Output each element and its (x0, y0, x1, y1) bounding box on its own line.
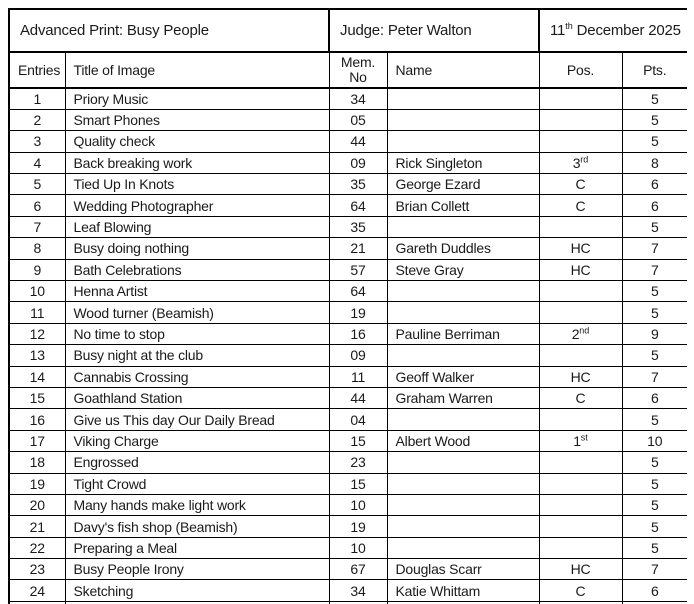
entry-number-cell: 9 (9, 259, 65, 280)
author-name-cell (387, 109, 539, 130)
entry-number-cell: 23 (9, 559, 65, 580)
position-value: C (575, 582, 586, 599)
points-cell: 6 (622, 580, 687, 601)
image-title-cell: Cannabis Crossing (65, 366, 329, 387)
image-title-cell: Priory Music (65, 88, 329, 109)
member-no-cell: 67 (329, 559, 387, 580)
entry-number-cell: 13 (9, 345, 65, 366)
image-title-cell: Busy night at the club (65, 345, 329, 366)
position-cell (539, 559, 622, 580)
position-value: HC (570, 240, 591, 257)
position-cell (539, 238, 622, 259)
column-header-row (9, 52, 687, 88)
entry-number-cell: 1 (9, 88, 65, 109)
position-value: HC (570, 368, 591, 385)
col-header-title: Title of Image (65, 52, 329, 88)
points-cell: 6 (622, 195, 687, 216)
points-cell: 5 (622, 516, 687, 537)
points-cell: 10 (622, 430, 687, 451)
image-title-cell: Henna Artist (65, 281, 329, 302)
entry-number-cell: 3 (9, 131, 65, 152)
table-row (9, 516, 687, 537)
member-no-cell: 11 (329, 366, 387, 387)
table-row (9, 195, 687, 216)
author-name-cell (387, 131, 539, 152)
entry-number-cell: 21 (9, 516, 65, 537)
position-value: HC (570, 561, 591, 578)
header-band (9, 9, 687, 52)
position-cell (539, 216, 622, 237)
member-no-cell: 10 (329, 537, 387, 558)
points-cell: 5 (622, 216, 687, 237)
author-name-cell (387, 281, 539, 302)
table-row (9, 430, 687, 451)
points-cell: 8 (622, 152, 687, 173)
table-row (9, 302, 687, 323)
image-title-cell: Viking Charge (65, 430, 329, 451)
position-cell (539, 109, 622, 130)
entry-number-cell: 16 (9, 409, 65, 430)
author-name-cell (387, 216, 539, 237)
table-row (9, 238, 687, 259)
points-cell: 6 (622, 387, 687, 408)
entry-number-cell: 17 (9, 430, 65, 451)
date-day: 11 (550, 22, 566, 39)
table-row (9, 409, 687, 430)
image-title-cell: Give us This day Our Daily Bread (65, 409, 329, 430)
table-row (9, 366, 687, 387)
entry-number-cell: 11 (9, 302, 65, 323)
member-no-cell: 64 (329, 195, 387, 216)
position-cell (539, 88, 622, 109)
competition-title: Advanced Print: Busy People (9, 9, 329, 52)
image-title-cell: Leaf Blowing (65, 216, 329, 237)
points-cell: 7 (622, 238, 687, 259)
member-no-cell: 44 (329, 131, 387, 152)
image-title-cell: Davy's fish shop (Beamish) (65, 516, 329, 537)
points-cell: 7 (622, 366, 687, 387)
image-title-cell: Wedding Photographer (65, 195, 329, 216)
col-header-mem-no (329, 52, 387, 88)
points-cell: 5 (622, 473, 687, 494)
points-cell: 5 (622, 88, 687, 109)
entry-number-cell: 19 (9, 473, 65, 494)
author-name-cell: Brian Collett (387, 195, 539, 216)
entry-number-cell: 4 (9, 152, 65, 173)
author-name-cell (387, 345, 539, 366)
points-cell: 7 (622, 559, 687, 580)
position-cell (539, 537, 622, 558)
table-row (9, 537, 687, 558)
position-cell (539, 281, 622, 302)
member-no-cell: 34 (329, 88, 387, 109)
entry-number-cell: 12 (9, 323, 65, 344)
member-no-cell: 21 (329, 238, 387, 259)
member-no-cell: 19 (329, 302, 387, 323)
table-row (9, 109, 687, 130)
position-value: HC (570, 261, 591, 278)
image-title-cell: Engrossed (65, 452, 329, 473)
entry-number-cell: 6 (9, 195, 65, 216)
author-name-cell (387, 494, 539, 515)
author-name-cell: Douglas Scarr (387, 559, 539, 580)
table-row (9, 281, 687, 302)
author-name-cell: Graham Warren (387, 387, 539, 408)
col-header-pts: Pts. (622, 52, 687, 88)
member-no-cell: 23 (329, 452, 387, 473)
author-name-cell: George Ezard (387, 174, 539, 195)
position-cell (539, 494, 622, 515)
image-title-cell: Back breaking work (65, 152, 329, 173)
author-name-cell (387, 88, 539, 109)
author-name-cell (387, 516, 539, 537)
author-name-cell (387, 473, 539, 494)
position-cell (539, 345, 622, 366)
member-no-cell: 09 (329, 345, 387, 366)
entry-number-cell: 7 (9, 216, 65, 237)
table-row (9, 88, 687, 109)
position-cell (539, 195, 622, 216)
entry-number-cell: 5 (9, 174, 65, 195)
table-row (9, 473, 687, 494)
member-no-cell: 09 (329, 152, 387, 173)
position-value: 2 (571, 325, 580, 342)
position-value: 3 (572, 154, 581, 171)
position-cell (539, 323, 622, 344)
mem-no-line1: Mem. (340, 54, 376, 70)
col-header-name: Name (387, 52, 539, 88)
author-name-cell: Gareth Duddles (387, 238, 539, 259)
position-cell (539, 387, 622, 408)
image-title-cell: Bath Celebrations (65, 259, 329, 280)
position-value: C (575, 390, 586, 407)
position-cell (539, 131, 622, 152)
points-cell: 5 (622, 409, 687, 430)
table-row (9, 559, 687, 580)
position-cell (539, 473, 622, 494)
author-name-cell: Katie Whittam (387, 580, 539, 601)
points-cell: 9 (622, 323, 687, 344)
table-row (9, 494, 687, 515)
table-row (9, 580, 687, 601)
entry-number-cell: 10 (9, 281, 65, 302)
position-value: C (575, 197, 586, 214)
image-title-cell: Wood turner (Beamish) (65, 302, 329, 323)
author-name-cell (387, 302, 539, 323)
points-cell: 5 (622, 109, 687, 130)
points-cell: 5 (622, 494, 687, 515)
table-row (9, 452, 687, 473)
member-no-cell: 04 (329, 409, 387, 430)
author-name-cell: Rick Singleton (387, 152, 539, 173)
position-value: 1 (573, 432, 581, 449)
author-name-cell (387, 537, 539, 558)
points-cell: 5 (622, 452, 687, 473)
member-no-cell: 15 (329, 473, 387, 494)
results-body (9, 88, 687, 601)
results-sheet (8, 8, 687, 604)
entry-number-cell: 15 (9, 387, 65, 408)
points-cell: 5 (622, 281, 687, 302)
image-title-cell: No time to stop (65, 323, 329, 344)
author-name-cell (387, 409, 539, 430)
points-cell: 5 (622, 131, 687, 152)
author-name-cell: Albert Wood (387, 430, 539, 451)
image-title-cell: Smart Phones (65, 109, 329, 130)
position-ordinal: st (580, 432, 588, 443)
image-title-cell: Busy doing nothing (65, 238, 329, 259)
member-no-cell: 05 (329, 109, 387, 130)
member-no-cell: 19 (329, 516, 387, 537)
table-row (9, 131, 687, 152)
member-no-cell: 16 (329, 323, 387, 344)
position-ordinal: rd (580, 154, 589, 165)
position-cell (539, 302, 622, 323)
table-row (9, 174, 687, 195)
points-cell: 5 (622, 345, 687, 366)
member-no-cell: 35 (329, 174, 387, 195)
entry-number-cell: 18 (9, 452, 65, 473)
image-title-cell: Sketching (65, 580, 329, 601)
table-row (9, 323, 687, 344)
position-cell (539, 430, 622, 451)
image-title-cell: Goathland Station (65, 387, 329, 408)
points-cell: 5 (622, 302, 687, 323)
member-no-cell: 15 (329, 430, 387, 451)
image-title-cell: Tight Crowd (65, 473, 329, 494)
position-cell (539, 259, 622, 280)
entry-number-cell: 20 (9, 494, 65, 515)
image-title-cell: Tied Up In Knots (65, 174, 329, 195)
member-no-cell: 35 (329, 216, 387, 237)
competition-results-table (8, 8, 687, 604)
competition-date (539, 9, 687, 52)
member-no-cell: 44 (329, 387, 387, 408)
date-ordinal: th (565, 21, 573, 31)
member-no-cell: 57 (329, 259, 387, 280)
table-row (9, 345, 687, 366)
entry-number-cell: 8 (9, 238, 65, 259)
position-cell (539, 516, 622, 537)
author-name-cell: Steve Gray (387, 259, 539, 280)
points-cell: 7 (622, 259, 687, 280)
position-cell (539, 409, 622, 430)
points-cell: 6 (622, 174, 687, 195)
position-cell (539, 152, 622, 173)
date-rest: December 2025 (572, 22, 681, 39)
image-title-cell: Busy People Irony (65, 559, 329, 580)
position-cell (539, 452, 622, 473)
author-name-cell (387, 452, 539, 473)
table-row (9, 216, 687, 237)
col-header-entries: Entries (9, 52, 65, 88)
author-name-cell: Pauline Berriman (387, 323, 539, 344)
entry-number-cell: 2 (9, 109, 65, 130)
col-header-pos: Pos. (539, 52, 622, 88)
judge-name: Judge: Peter Walton (329, 9, 539, 52)
position-ordinal: nd (579, 325, 590, 336)
image-title-cell: Preparing a Meal (65, 537, 329, 558)
table-row (9, 259, 687, 280)
table-row (9, 387, 687, 408)
position-cell (539, 174, 622, 195)
mem-no-line2: No (349, 69, 367, 85)
image-title-cell: Many hands make light work (65, 494, 329, 515)
position-cell (539, 580, 622, 601)
image-title-cell: Quality check (65, 131, 329, 152)
table-row (9, 152, 687, 173)
member-no-cell: 10 (329, 494, 387, 515)
position-value: C (575, 176, 586, 193)
member-no-cell: 34 (329, 580, 387, 601)
entry-number-cell: 14 (9, 366, 65, 387)
entry-number-cell: 24 (9, 580, 65, 601)
entry-number-cell: 22 (9, 537, 65, 558)
author-name-cell: Geoff Walker (387, 366, 539, 387)
position-cell (539, 366, 622, 387)
member-no-cell: 64 (329, 281, 387, 302)
points-cell: 5 (622, 537, 687, 558)
